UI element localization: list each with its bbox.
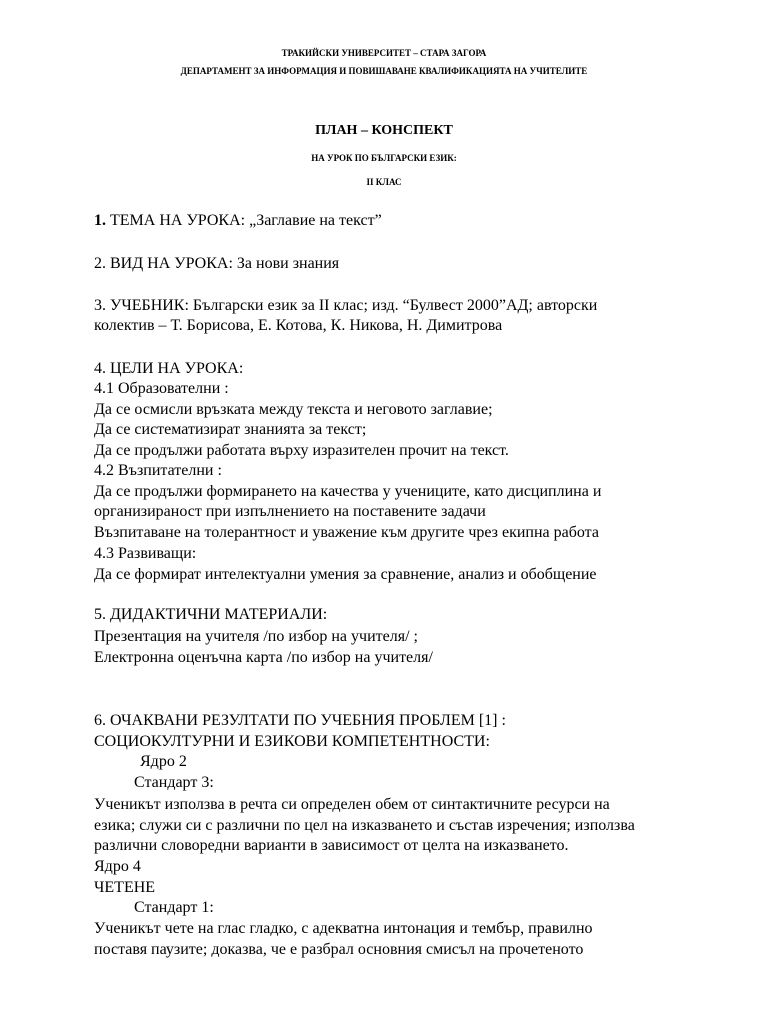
section-materials-title: 5. ДИДАКТИЧНИ МАТЕРИАЛИ: bbox=[94, 606, 328, 623]
class-label: II КЛАС bbox=[366, 177, 402, 187]
material-line: Презентация на учителя /по избор на учителя/ ; bbox=[94, 628, 418, 645]
section-textbook-line1: 3. УЧЕБНИК: Български език за II клас; изд. “Булвест 2000”АД; авторски bbox=[94, 297, 598, 314]
standard-text-line: различни словоредни варианти в зависимост от целта на изказването. bbox=[94, 837, 569, 854]
objective-line: Да се продължи формирането на качества у учениците, като дисциплина и bbox=[94, 483, 602, 500]
material-line: Електронна оценъчна карта /по избор на учителя/ bbox=[94, 649, 433, 666]
document-subtitle: НА УРОК ПО БЪЛГАРСКИ ЕЗИК: bbox=[311, 153, 457, 163]
objectives-developing-heading: 4.3 Развиващи: bbox=[94, 545, 197, 562]
standard-text-line: Ученикът чете на глас гладко, с адекватна интонация и тембър, правилно bbox=[94, 920, 593, 937]
core-2-label: Ядро 2 bbox=[140, 753, 187, 770]
section-lesson-type: 2. ВИД НА УРОКА: За нови знания bbox=[94, 255, 340, 272]
objective-line: Възпитаване на толерантност и уважение към другите чрез екипна работа bbox=[94, 524, 599, 541]
objective-line: Да се формират интелектуални умения за сравнение, анализ и обобщение bbox=[94, 566, 597, 583]
lesson-topic-text: ТЕМА НА УРОКА: „Заглавие на текст” bbox=[106, 212, 382, 229]
objective-line: Да се осмисли връзката между текста и неговото заглавие; bbox=[94, 401, 493, 418]
objectives-educational-heading: 4.1 Образователни : bbox=[94, 380, 229, 397]
section-objectives-title: 4. ЦЕЛИ НА УРОКА: bbox=[94, 360, 244, 377]
standard-text-line: Ученикът използва в речта си определен обем от синтактичните ресурси на bbox=[94, 796, 610, 813]
objective-line: организираност при изпълнението на поставените задачи bbox=[94, 503, 486, 520]
section-lesson-topic bbox=[94, 211, 382, 231]
standard-text-line: езика; служи си с различни по цел на изказването и състав изречения; използва bbox=[94, 817, 635, 834]
department-name: ДЕПАРТАМЕНТ ЗА ИНФОРМАЦИЯ И ПОВИШАВАНЕ КВАЛИФИКАЦИЯТА НА УЧИТЕЛИТЕ bbox=[180, 66, 588, 76]
document-title: ПЛАН – КОНСПЕКТ bbox=[315, 123, 453, 138]
standard-1-label: Стандарт 1: bbox=[134, 899, 214, 916]
objective-line: Да се систематизират знанията за текст; bbox=[94, 421, 367, 438]
university-name: ТРАКИЙСКИ УНИВЕРСИТЕТ – СТАРА ЗАГОРА bbox=[281, 48, 487, 58]
core-4-label: Ядро 4 bbox=[94, 858, 141, 875]
objectives-upbringing-heading: 4.2 Възпитателни : bbox=[94, 462, 222, 479]
section-results-subtitle: СОЦИОКУЛТУРНИ И ЕЗИКОВИ КОМПЕТЕНТНОСТИ: bbox=[94, 733, 490, 750]
objective-line: Да се продължи работата върху изразителен прочит на текст. bbox=[94, 442, 509, 459]
reading-label: ЧЕТЕНЕ bbox=[94, 879, 156, 896]
standard-text-line: поставя паузите; доказва, че е разбрал основния смисъл на прочетеното bbox=[94, 941, 584, 958]
section-number: 1. bbox=[94, 212, 106, 229]
section-results-title: 6. ОЧАКВАНИ РЕЗУЛТАТИ ПО УЧЕБНИЯ ПРОБЛЕМ [1] : bbox=[94, 712, 506, 729]
section-textbook-line2: колектив – Т. Борисова, Е. Котова, К. Никова, Н. Димитрова bbox=[94, 317, 503, 334]
standard-3-label: Стандарт 3: bbox=[134, 774, 214, 791]
